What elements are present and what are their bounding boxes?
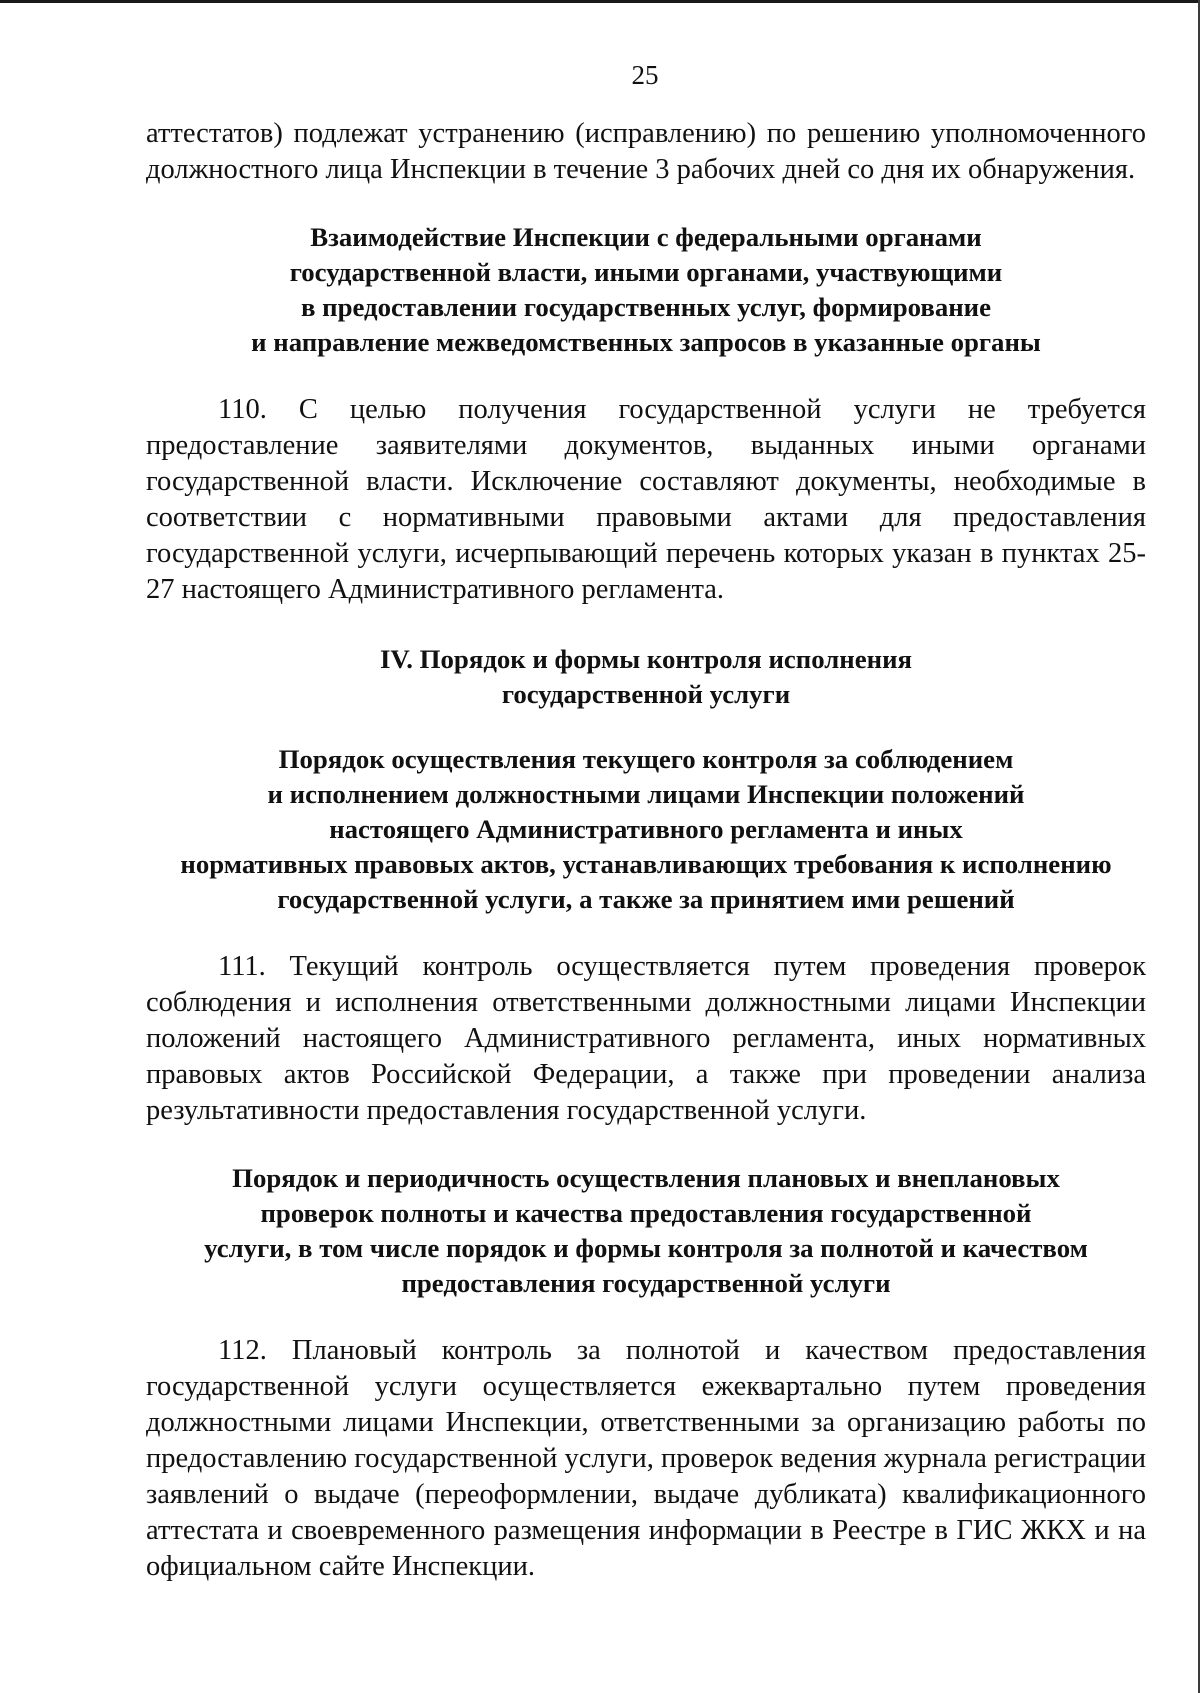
- heading-line: Порядок и периодичность осуществления плановых и внеплановых: [232, 1163, 1060, 1193]
- paragraph-111: 111. Текущий контроль осуществляется путем проведения проверок соблюдения и исполнения ответственными должностными лицами Инспекции положений настоящего Административного регламента, иных нормативных правовых актов Российской Федерации, а также при проведении анализа результативности предоставления государственной услуги.: [146, 951, 1146, 1126]
- heading-line: проверок полноты и качества предоставления государственной: [260, 1198, 1032, 1228]
- paragraph-110: 110. С целью получения государственной услуги не требуется предоставление заявителями документов, выданных иными органами государственной власти. Исключение составляют документы, необходимые в соответствии с нормативными правовыми актами для предоставления государственной услуги, исчерпывающий перечень которых указан в пунктах 25- 27 настоящего Административного регламента.: [146, 394, 1146, 605]
- heading-line: IV. Порядок и формы контроля исполнения: [379, 644, 913, 674]
- heading-line: государственной услуги, а также за принятием ими решений: [277, 884, 1015, 914]
- section-heading-current-control: [146, 742, 1146, 917]
- chapter-heading-iv: [146, 642, 1146, 712]
- section-heading-interaction: [146, 220, 1146, 360]
- heading-line: нормативных правовых актов, устанавливающих требования к исполнению: [180, 849, 1112, 879]
- heading-line: в предоставлении государственных услуг, формирование: [300, 292, 992, 322]
- heading-line: и направление межведомственных запросов в указанные органы: [251, 327, 1041, 357]
- section-heading-inspections: [146, 1161, 1146, 1301]
- paragraph-112: 112. Плановый контроль за полнотой и качеством предоставления государственной услуги осуществляется ежеквартально путем проведения должностными лицами Инспекции, ответственными за организацию работы по предоставлению государственной услуги, проверок ведения журнала регистрации заявлений о выдаче (переоформлении, выдаче дубликата) квалификационного аттестата и своевременного размещения информации в Реестре в ГИС ЖКХ и на официальном сайте Инспекции.: [146, 1335, 1146, 1582]
- heading-line: предоставления государственной услуги: [401, 1268, 891, 1298]
- heading-line: Порядок осуществления текущего контроля за соблюдением: [278, 744, 1014, 774]
- page-top-edge: [0, 0, 1200, 3]
- heading-line: государственной власти, иными органами, участвующими: [289, 257, 1003, 287]
- paragraph-continuation: аттестатов) подлежат устранению (исправлению) по решению уполномоченного должностного лица Инспекции в течение 3 рабочих дней со дня их обнаружения.: [146, 118, 1146, 185]
- heading-line: государственной услуги: [501, 679, 791, 709]
- heading-line: услуги, в том числе порядок и формы контроля за полнотой и качеством: [204, 1233, 1088, 1263]
- page-number: 25: [631, 60, 659, 90]
- heading-line: Взаимодействие Инспекции с федеральными органами: [310, 222, 982, 252]
- document-body: [146, 116, 1146, 1585]
- heading-line: настоящего Административного регламента и иных: [329, 814, 963, 844]
- heading-line: и исполнением должностными лицами Инспекции положений: [267, 779, 1025, 809]
